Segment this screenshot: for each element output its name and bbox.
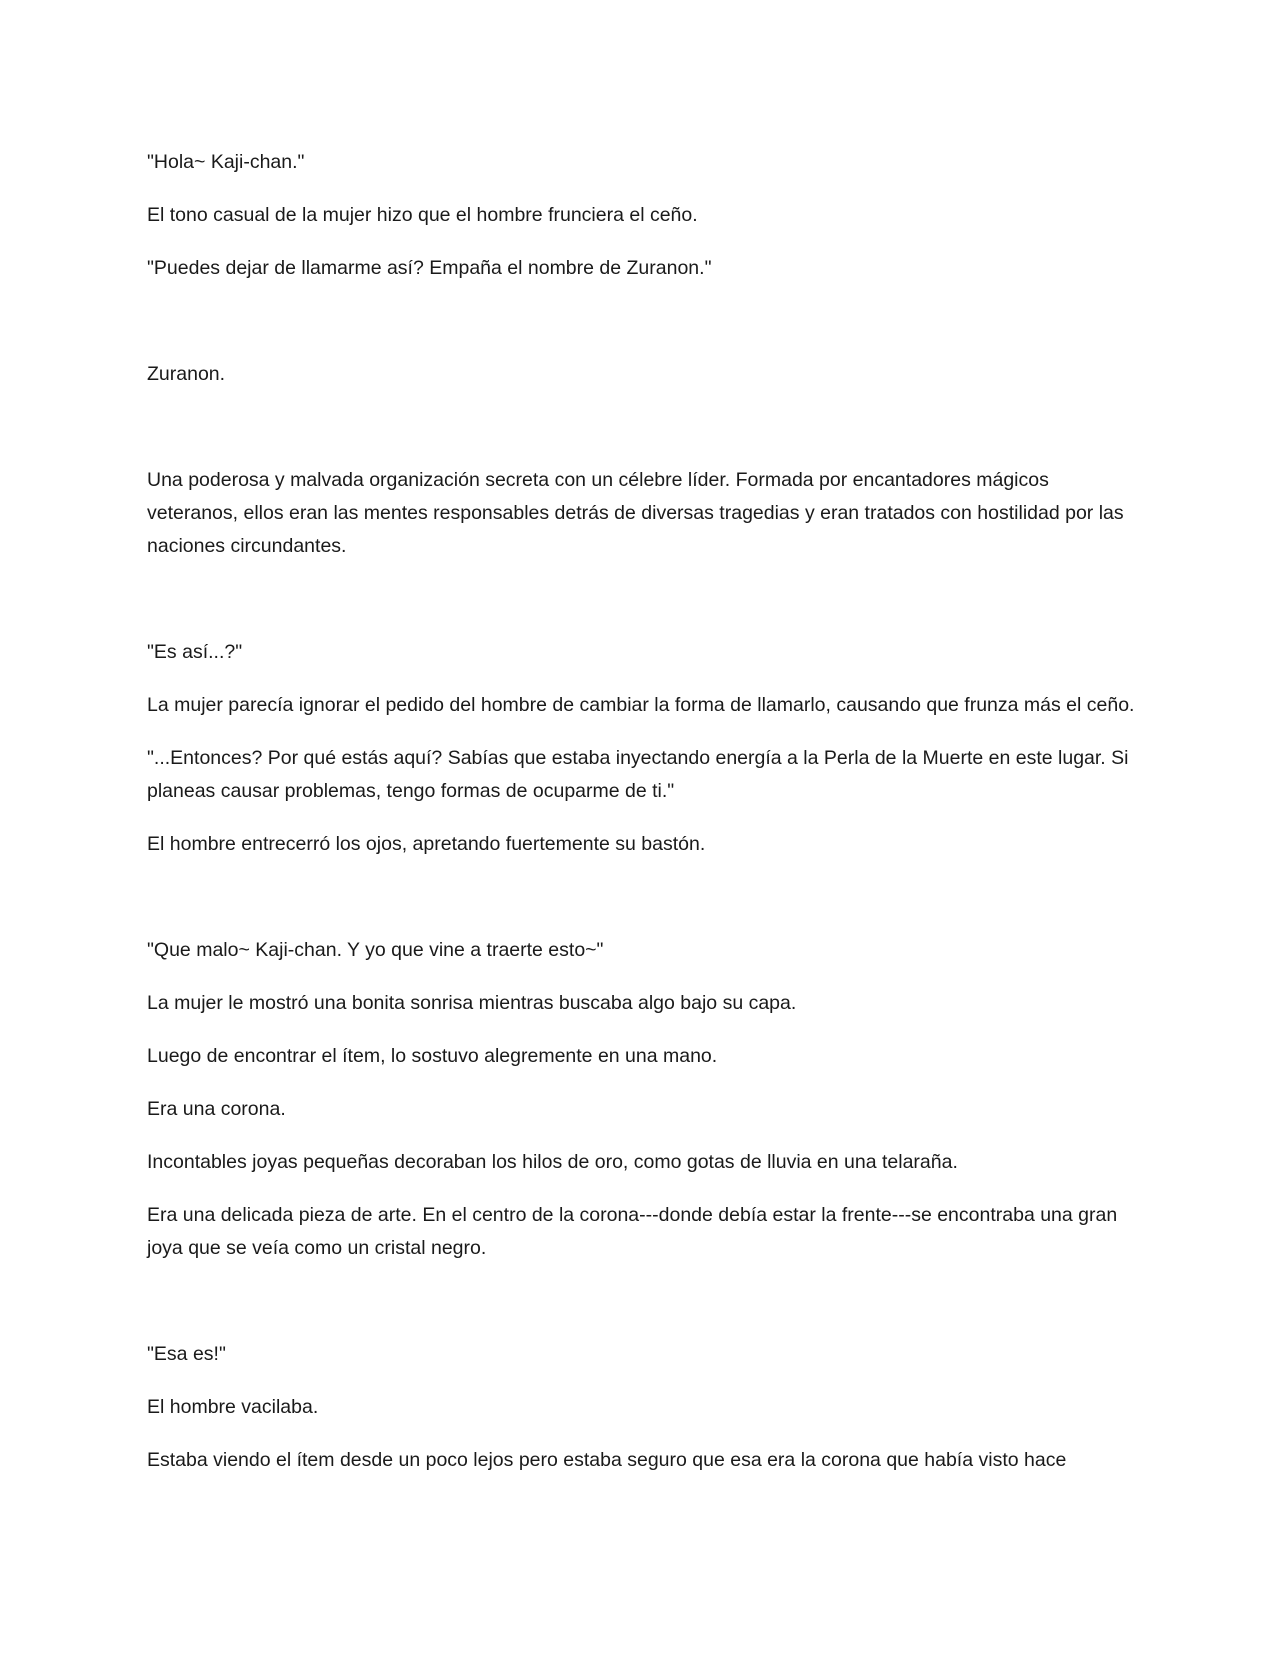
paragraph: Era una delicada pieza de arte. En el centro de la corona---donde debía estar la frente---se encontraba una gran joya que se veía como un cristal negro. bbox=[147, 1204, 1118, 1259]
paragraph: La mujer parecía ignorar el pedido del hombre de cambiar la forma de llamarlo, causando que frunza más el ceño. bbox=[147, 694, 1135, 716]
paragraph: "Hola~ Kaji-chan." bbox=[147, 151, 305, 173]
paragraph: "Es así...?" bbox=[147, 641, 243, 663]
paragraph: "...Entonces? Por qué estás aquí? Sabías que estaba inyectando energía a la Perla de la Muerte en este lugar. Si planeas causar problemas, tengo formas de ocuparme de ti." bbox=[147, 747, 1129, 802]
paragraph: "Puedes dejar de llamarme así? Empaña el nombre de Zuranon." bbox=[147, 257, 712, 279]
document-body bbox=[147, 146, 1137, 1497]
paragraph: Incontables joyas pequeñas decoraban los hilos de oro, como gotas de lluvia en una telaraña. bbox=[147, 1151, 958, 1173]
paragraph: Estaba viendo el ítem desde un poco lejos pero estaba seguro que esa era la corona que había visto hace bbox=[147, 1449, 1067, 1471]
paragraph: La mujer le mostró una bonita sonrisa mientras buscaba algo bajo su capa. bbox=[147, 992, 797, 1014]
paragraph: Una poderosa y malvada organización secreta con un célebre líder. Formada por encantadores mágicos veteranos, ellos eran las mentes responsables detrás de diversas tragedias y eran tratados con hostilidad por las naciones circundantes. bbox=[147, 469, 1124, 557]
paragraph: "Que malo~ Kaji-chan. Y yo que vine a traerte esto~" bbox=[147, 939, 604, 961]
paragraph: "Esa es!" bbox=[147, 1343, 226, 1365]
paragraph: Era una corona. bbox=[147, 1098, 286, 1120]
paragraph: El tono casual de la mujer hizo que el hombre frunciera el ceño. bbox=[147, 204, 698, 226]
paragraph: El hombre entrecerró los ojos, apretando fuertemente su bastón. bbox=[147, 833, 706, 855]
paragraph: El hombre vacilaba. bbox=[147, 1396, 319, 1418]
paragraph: Luego de encontrar el ítem, lo sostuvo alegremente en una mano. bbox=[147, 1045, 718, 1067]
paragraph: Zuranon. bbox=[147, 363, 226, 385]
